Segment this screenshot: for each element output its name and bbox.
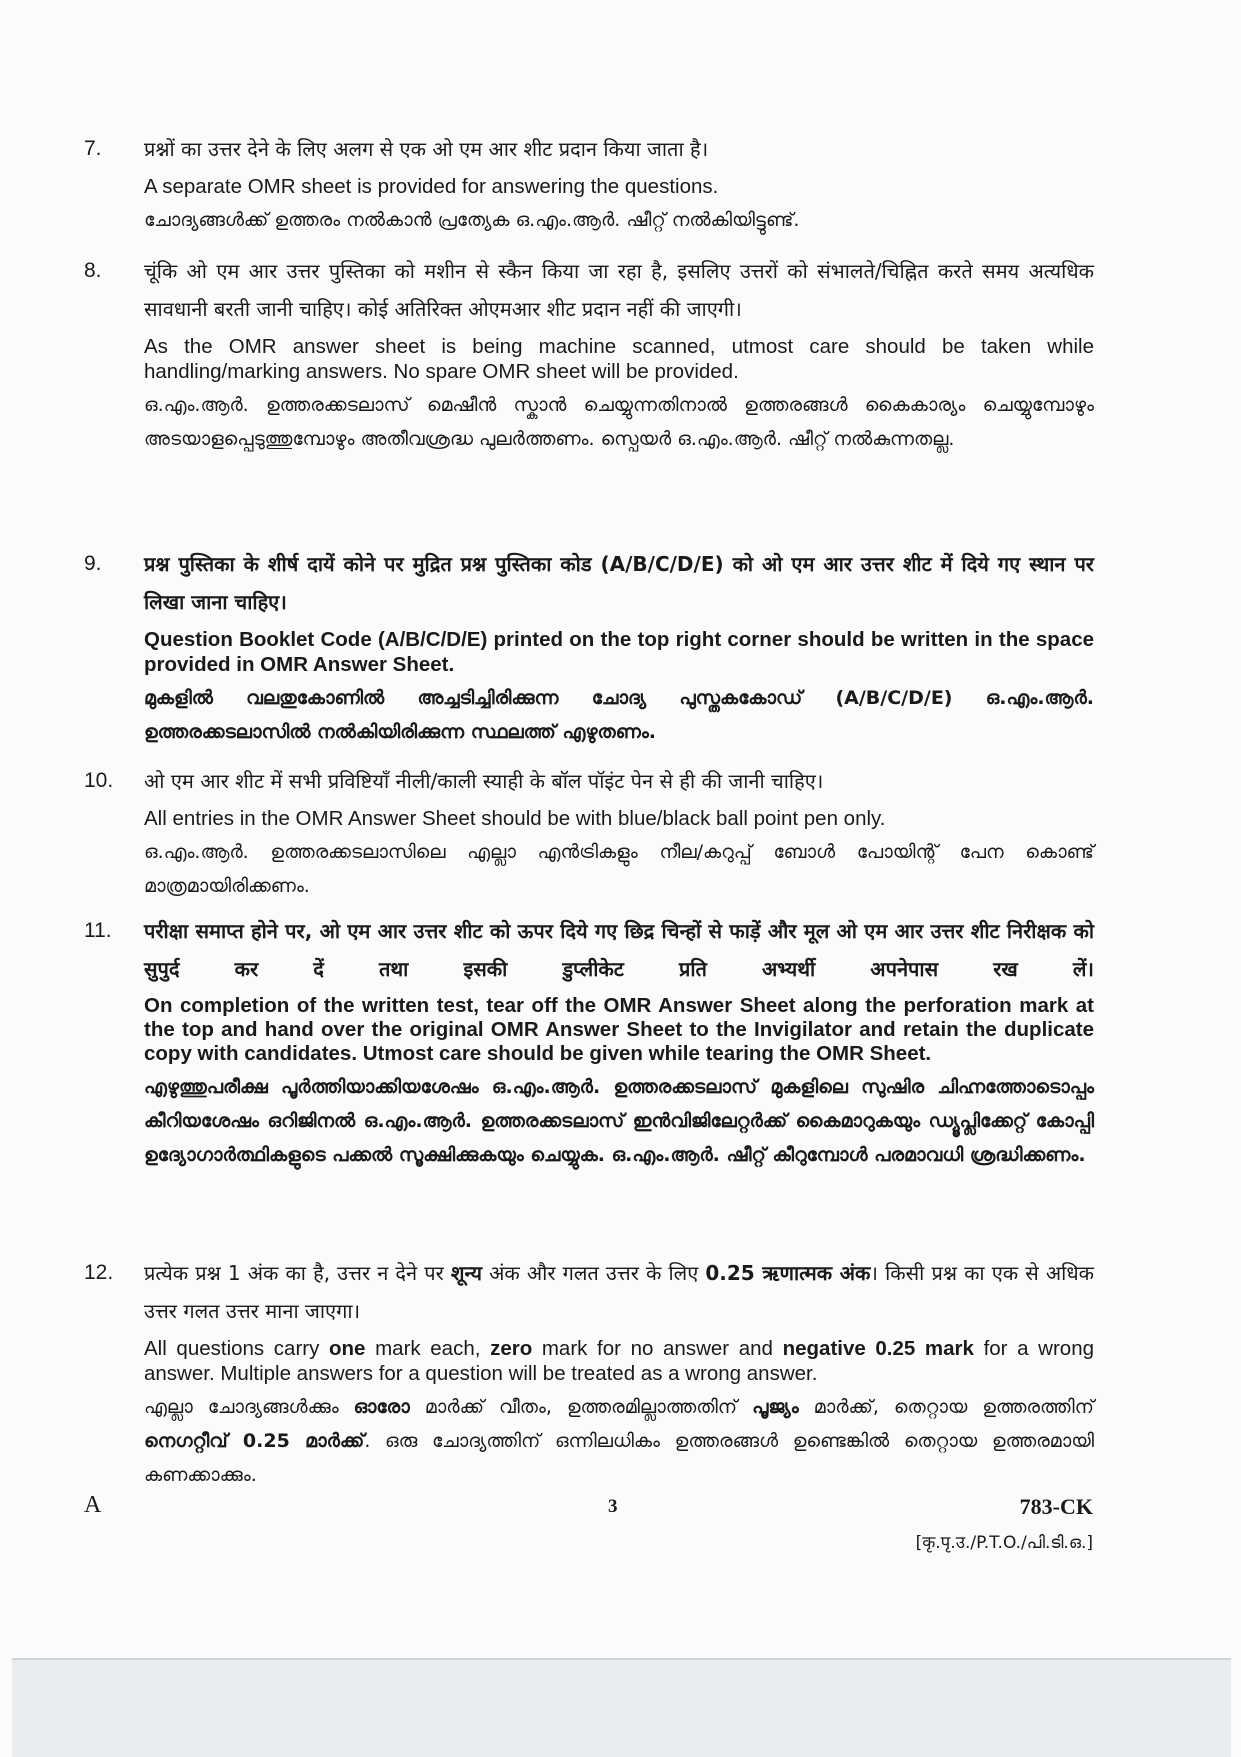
english-emphasis-zero: zero [490,1337,533,1360]
instruction-hindi: परीक्षा समाप्त होने पर, ओ एम आर उत्तर शीट को ऊपर दिये गए छिद्र चिन्हों से फाड़ें और मूल ओ एम आर उत्तर शीट निरीक्षक को सुपुर्द कर दें तथा इसकी डुप्लीकेट प्रति अभ्यर्थी अपनेपास रख लें। [144,919,1094,981]
instruction-malayalam: മുകളിൽ വലതുകോണിൽ അച്ചടിച്ചിരിക്കുന്ന ചോദ്യ പുസ്തകകോഡ് (A/B/C/D/E) ഒ.എം.ആർ. ഉത്തരക്കടലാസിൽ നൽകിയിരിക്കുന്ന സ്ഥലത്ത് എഴുതണം. [144,687,1094,743]
hindi-emphasis-zero: शून्य [450,1261,483,1285]
booklet-code: 783-CK [1019,1494,1093,1519]
page-number: 3 [608,1496,618,1517]
please-turn-over: [कृ.पृ.उ./P.T.O./പി.ടി.ഒ.] [915,1533,1093,1553]
instruction-english: A separate OMR sheet is provided for answering the questions. [144,175,719,198]
instruction-hindi: प्रश्नों का उत्तर देने के लिए अलग से एक ओ एम आर शीट प्रदान किया जाता है। [144,137,709,161]
instruction-malayalam [144,1390,1094,1492]
hindi-text: अंक और गलत उत्तर के लिए [482,1261,706,1285]
hindi-text: । किसी प्रश्न का एक से अधिक उत्तर गलत उत्तर माना जाएगा। [144,1261,1094,1323]
malayalam-emphasis-negative: നെഗറ്റീവ് 0.25 മാർക്ക് [144,1430,365,1452]
hindi-emphasis-negative: 0.25 ऋणात्मक अंक [705,1261,871,1285]
instruction-malayalam: എഴുത്തുപരീക്ഷ പൂർത്തിയാക്കിയശേഷം ഒ.എം.ആർ. ഉത്തരക്കടലാസ് മുകളിലെ സുഷിര ചിഹ്നത്തോടൊപ്പം കീറിയശേഷം ഒറിജിനൽ ഒ.എം.ആർ. ഉത്തരക്കടലാസ് ഇൻവിജിലേറ്റർക്ക് കൈമാറുകയും ഡ്യൂപ്ലിക്കേറ്റ് കോപ്പി ഉദ്യോഗാർത്ഥികളുടെ പക്കൽ സൂക്ഷിക്കുകയും ചെയ്യുക. ഒ.എം.ആർ. ഷീറ്റ് കീറുമ്പോൾ പരമാവധി ശ്രദ്ധിക്കണം. [144,1076,1094,1166]
english-text: mark for no answer and [532,1337,783,1360]
english-text: for a wrong answer. Multiple answers for a question will be treated as a wrong answer. [144,1337,1094,1385]
instruction-english: As the OMR answer sheet is being machine scanned, utmost care should be taken while handling/marking answers. No spare OMR sheet will be provided. [144,335,1094,383]
instruction-english: On completion of the written test, tear off the OMR Answer Sheet along the perforation mark at the top and hand over the original OMR Answer Sheet to the Invigilator and retain the duplicate copy with candidates. Utmost care should be given while tearing the OMR Sheet. [144,994,1094,1065]
instruction-12 [84,1254,1094,1492]
malayalam-text: . ഒരു ചോദ്യത്തിന് ഒന്നിലധികം ഉത്തരങ്ങൾ ഉണ്ടെങ്കിൽ തെറ്റായ ഉത്തരമായി കണക്കാക്കും. [144,1430,1094,1486]
english-text: All questions carry [144,1337,329,1360]
malayalam-text: മാർക്ക് വീതം, ഉത്തരമില്ലാത്തതിന് [409,1396,753,1418]
scanner-edge [12,1658,1231,1757]
english-emphasis-one: one [329,1337,366,1360]
instruction-hindi: ओ एम आर शीट में सभी प्रविष्टियाँ नीली/काली स्याही के बॉल पॉइंट पेन से ही की जानी चाहिए। [144,769,824,793]
instruction-number: 9. [84,552,102,575]
instruction-english [144,1336,1094,1386]
instruction-hindi [144,1254,1094,1330]
malayalam-text: എല്ലാ ചോദ്യങ്ങൾക്കും [144,1396,354,1418]
english-emphasis-negative: negative 0.25 mark [782,1337,974,1360]
malayalam-emphasis-zero: പൂജ്യം [752,1396,799,1418]
instruction-malayalam: ചോദ്യങ്ങൾക്ക് ഉത്തരം നൽകാൻ പ്രത്യേക ഒ.എം.ആർ. ഷീറ്റ് നൽകിയിട്ടുണ്ട്. [144,209,800,231]
instruction-11 [84,912,1094,1172]
hindi-text: प्रत्येक प्रश्न 1 अंक का है, उत्तर न देने पर [144,1261,451,1285]
instruction-malayalam: ഒ.എം.ആർ. ഉത്തരക്കടലാസിലെ എല്ലാ എൻട്രികളും നീല/കറുപ്പ് ബോൾ പോയിന്റ് പേന കൊണ്ട് മാത്രമായിരിക്കണം. [144,841,1094,897]
instruction-hindi: चूंकि ओ एम आर उत्तर पुस्तिका को मशीन से स्कैन किया जा रहा है, इसलिए उत्तरों को संभालते/चिह्नित करते समय अत्यधिक सावधानी बरती जानी चाहिए। कोई अतिरिक्त ओएमआर शीट प्रदान नहीं की जाएगी। [144,259,1094,321]
malayalam-text: മാർക്ക്, തെറ്റായ ഉത്തരത്തിന് [798,1396,1094,1418]
instruction-english: Question Booklet Code (A/B/C/D/E) printed on the top right corner should be written in the space provided in OMR Answer Sheet. [144,628,1094,676]
instruction-malayalam: ഒ.എം.ആർ. ഉത്തരക്കടലാസ് മെഷീൻ സ്കാൻ ചെയ്യുന്നതിനാൽ ഉത്തരങ്ങൾ കൈകാര്യം ചെയ്യുമ്പോഴും അടയാളപ്പെടുത്തുമ്പോഴും അതീവശ്രദ്ധ പുലർത്തണം. സ്പെയർ ഒ.എം.ആർ. ഷീറ്റ് നൽകുന്നതല്ല. [144,394,1094,450]
instruction-hindi: प्रश्न पुस्तिका के शीर्ष दायें कोने पर मुद्रित प्रश्न पुस्तिका कोड (A/B/C/D/E) को ओ एम आर उत्तर शीट में दिये गए स्थान पर लिखा जाना चाहिए। [144,552,1094,614]
instruction-english: All entries in the OMR Answer Sheet should be with blue/black ball point pen only. [144,807,886,830]
malayalam-emphasis-one: ഓരോ [353,1396,410,1418]
instruction-number: 11. [84,919,112,942]
instruction-8 [84,252,1094,456]
booklet-series: A [84,1492,102,1518]
instruction-number: 10. [84,769,114,792]
instruction-9 [84,545,1094,749]
instruction-number: 12. [84,1261,114,1284]
instruction-7 [84,130,1094,237]
instruction-number: 7. [84,137,102,160]
instruction-number: 8. [84,259,102,282]
english-text: mark each, [365,1337,491,1360]
instruction-10 [84,762,1094,903]
